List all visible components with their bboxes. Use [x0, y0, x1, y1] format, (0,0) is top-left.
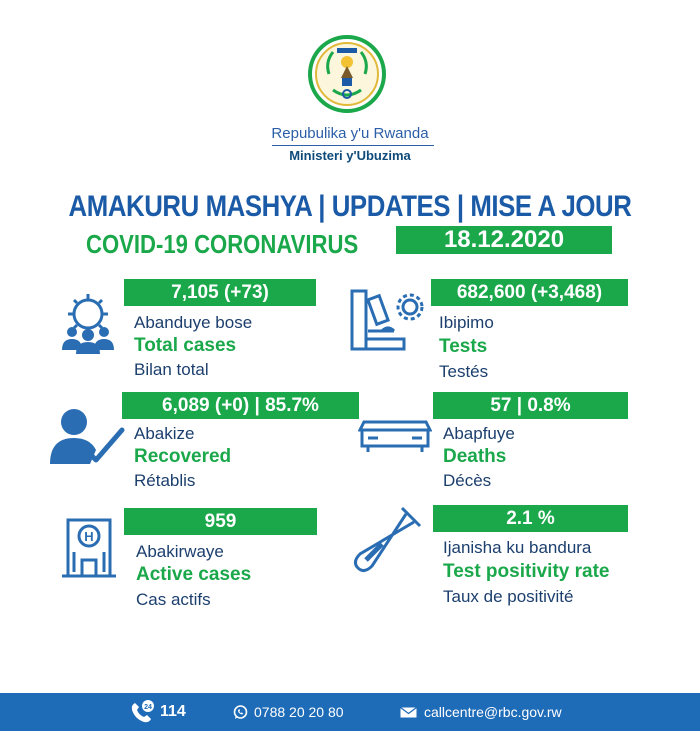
phone-24h-icon — [129, 699, 155, 725]
total-cases-label-fr: Bilan total — [134, 360, 209, 379]
total-cases-label-en: Total cases — [134, 335, 237, 356]
positivity-value: 2.1 % — [433, 505, 628, 532]
tests-value: 682,600 (+3,468) — [431, 279, 628, 306]
contact-footer — [0, 693, 700, 731]
mail-icon — [400, 707, 417, 718]
deaths-label-rw: Abapfuye — [443, 424, 515, 443]
positivity-label-rw: Ijanisha ku bandura — [443, 538, 592, 557]
page-headline: AMAKURU MASHYA | UPDATES | MISE A JOUR — [68, 190, 632, 223]
ministry-name: Ministeri y'Ubuzima — [289, 148, 411, 163]
deaths-label-en: Deaths — [443, 446, 507, 467]
tests-label-fr: Testés — [439, 362, 489, 381]
tests-label-rw: Ibipimo — [439, 313, 494, 332]
rwanda-coat-of-arms-seal — [307, 34, 387, 114]
hospital-icon — [60, 516, 118, 578]
tests-label-en: Tests — [439, 336, 488, 357]
hotline-number[interactable]: 114 — [160, 703, 186, 720]
whatsapp-number[interactable]: 0788 20 20 80 — [254, 704, 344, 720]
email-address[interactable]: callcentre@rbc.gov.rw — [424, 704, 562, 720]
person-check-icon — [50, 404, 126, 470]
microscope-icon — [348, 285, 424, 355]
deaths-value: 57 | 0.8% — [433, 392, 628, 419]
recovered-label-en: Recovered — [134, 446, 232, 467]
positivity-label-fr: Taux de positivité — [443, 587, 574, 606]
test-tube-icon — [352, 504, 424, 576]
recovered-label-rw: Abakize — [134, 424, 195, 443]
total-cases-value: 7,105 (+73) — [124, 279, 316, 306]
active-cases-label-en: Active cases — [136, 564, 252, 585]
divider — [272, 145, 434, 146]
date-badge: 18.12.2020 — [396, 226, 612, 254]
recovered-value: 6,089 (+0) | 85.7% — [122, 392, 359, 419]
page-subheadline: COVID-19 CORONAVIRUS — [86, 229, 359, 259]
positivity-label-en: Test positivity rate — [443, 561, 610, 582]
deaths-label-fr: Décès — [443, 471, 492, 490]
active-cases-label-fr: Cas actifs — [136, 590, 211, 609]
recovered-label-fr: Rétablis — [134, 471, 196, 490]
people-virus-icon — [58, 290, 118, 356]
svg-text:H: H — [84, 529, 94, 544]
active-cases-value: 959 — [124, 508, 317, 535]
coffin-icon — [358, 414, 432, 454]
whatsapp-icon — [233, 705, 248, 720]
total-cases-label-rw: Abanduye bose — [134, 313, 253, 332]
republic-name: Repubulika y'u Rwanda — [271, 125, 429, 142]
active-cases-label-rw: Abakirwaye — [136, 542, 224, 561]
hotline-badge: 24 — [144, 704, 152, 711]
